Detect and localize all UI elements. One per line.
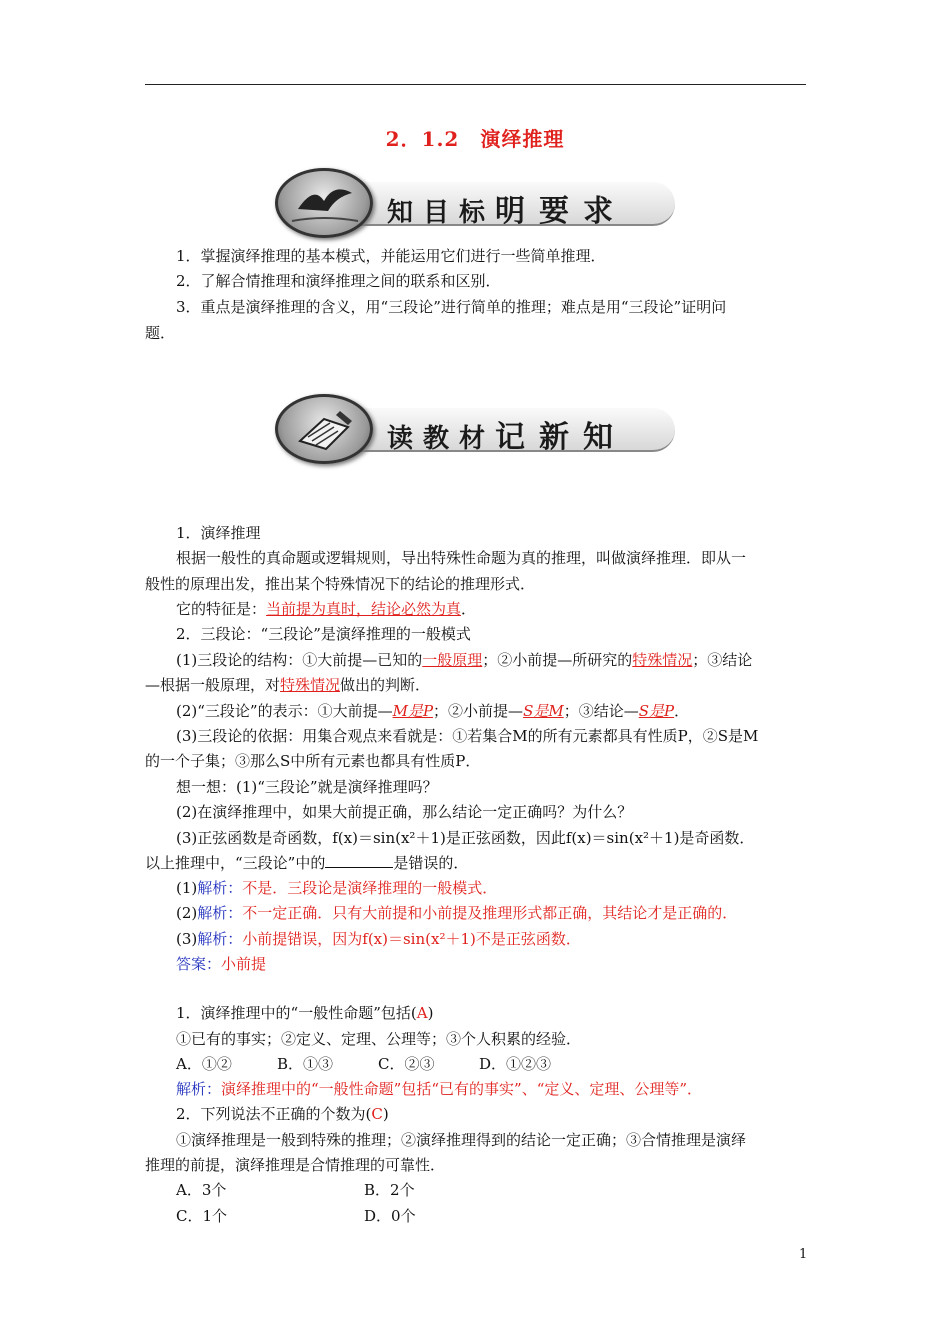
section-heading: 1．演绎推理: [176, 524, 261, 542]
banner-label: 读教材记新知: [387, 420, 628, 455]
section-heading: 2．三段论：“三段论”是演绎推理的一般模式: [176, 625, 471, 643]
question-items: ①已有的事实；②定义、定理、公理等；③个人积累的经验．: [176, 1030, 582, 1048]
fill-answer: S是P: [638, 702, 675, 720]
answer-blank: [325, 853, 393, 868]
option-item: A．①②: [176, 1055, 232, 1073]
option-item: B．①③: [277, 1055, 334, 1073]
question-items: 推理的前提，演绎推理是合情推理的可靠性．: [145, 1156, 446, 1174]
option-item: C．②③: [378, 1055, 435, 1073]
fill-answer: 一般原理: [422, 651, 483, 669]
page-number: 1: [799, 1247, 808, 1262]
goal-line: 3．重点是演绎推理的含义，用“三段论”进行简单的推理；难点是用“三段论”证明问: [176, 298, 727, 316]
option-item: A．3个: [176, 1181, 227, 1199]
goal-line: 题．: [145, 324, 176, 342]
fill-answer: 当前提为真时，结论必然为真: [266, 600, 462, 618]
option-item: D．0个: [364, 1207, 416, 1225]
fill-answer: M是P: [392, 702, 434, 720]
goal-line: 2．了解合情推理和演绎推理之间的联系和区别．: [176, 272, 501, 290]
banner-label: 知目标明要求: [387, 194, 628, 229]
paragraph-line: 根据一般性的真命题或逻辑规则，导出特殊性命题为真的推理，叫做演绎推理．即从一: [176, 549, 747, 567]
book-icon: [275, 394, 373, 464]
think-line: (2)在演绎推理中，如果大前提正确，那么结论一定正确吗？为什么？: [176, 803, 633, 821]
feature-line: 它的特征是：当前提为真时，结论必然为真．: [176, 600, 477, 618]
explanation-line: 解析：演绎推理中的“一般性命题”包括“已有的事实”、“定义、定理、公理等”．: [176, 1080, 703, 1098]
goal-line: 1．掌握演绎推理的基本模式，并能运用它们进行一些简单推理．: [176, 247, 606, 265]
option-item: B．2个: [364, 1181, 415, 1199]
solution-line: (1)解析：不是．三段论是演绎推理的一般模式．: [176, 879, 498, 897]
paragraph-line: (2)“三段论”的表示：①大前提—M是P；②小前提—S是M；③结论—S是P．: [176, 702, 690, 720]
question-stem: 1．演绎推理中的“一般性命题”包括(A): [176, 1004, 434, 1022]
solution-line: (2)解析：不一定正确．只有大前提和小前提及推理形式都正确，其结论才是正确的．: [176, 904, 738, 922]
question-answer: C: [371, 1105, 383, 1123]
answer-line: 答案：小前提: [176, 955, 267, 973]
paragraph-line: (1)三段论的结构：①大前提—已知的一般原理；②小前提—所研究的特殊情况；③结论: [176, 651, 753, 669]
question-stem: 2．下列说法不正确的个数为(C): [176, 1105, 389, 1123]
solution-line: (3)解析：小前提错误，因为f(x)＝sin(x²＋1)不是正弦函数．: [176, 930, 581, 948]
fill-answer: S是M: [523, 702, 564, 720]
question-answer: A: [416, 1004, 428, 1022]
paragraph-line: (3)三段论的依据：用集合观点来看就是：①若集合M的所有元素都具有性质P，②S是M: [176, 727, 759, 745]
section-banner-reading: [275, 394, 675, 462]
option-item: D．①②③: [479, 1055, 552, 1073]
fill-answer: 特殊情况: [280, 676, 341, 694]
think-line: (3)正弦函数是奇函数，f(x)＝sin(x²＋1)是正弦函数，因此f(x)＝sin(x²＋1)是奇函数．: [176, 829, 755, 847]
paragraph-line: 般性的原理出发，推出某个特殊情况下的结论的推理形式．: [145, 575, 536, 593]
header-rule: [145, 84, 806, 85]
question-items: ①演绎推理是一般到特殊的推理；②演绎推理得到的结论一定正确；③合情推理是演绎: [176, 1131, 747, 1149]
option-item: C．1个: [176, 1207, 228, 1225]
think-line: 以上推理中，“三段论”中的 是错误的．: [145, 854, 469, 872]
paragraph-line: 的一个子集；③那么S中所有元素也都具有性质P．: [145, 752, 481, 770]
paragraph-line: —根据一般原理，对特殊情况做出的判断．: [145, 676, 431, 694]
fill-answer: 特殊情况: [632, 651, 693, 669]
page-title: 2．1.2 演绎推理: [385, 127, 565, 151]
bird-icon: [275, 168, 373, 238]
think-line: 想一想：(1)“三段论”就是演绎推理吗？: [176, 778, 438, 796]
section-banner-goals: [275, 168, 675, 236]
